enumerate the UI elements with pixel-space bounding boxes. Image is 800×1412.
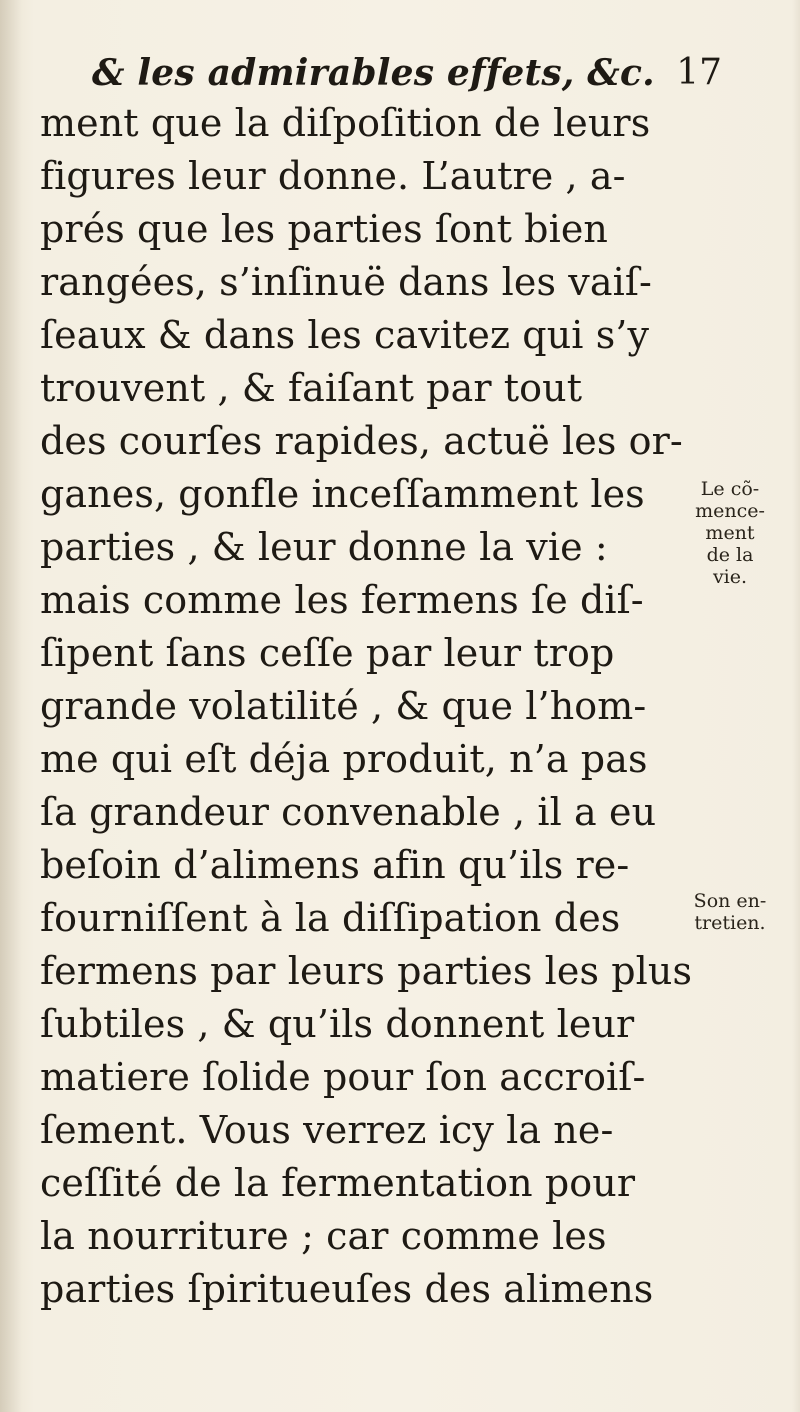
margin-note-line: de la bbox=[706, 544, 754, 566]
gutter-shadow bbox=[0, 0, 22, 1412]
margin-note-life-beginning bbox=[665, 478, 795, 588]
text-line: grande volatilité , & que l’hom- bbox=[40, 684, 647, 728]
text-line: parties ſpiritueuſes des alimens bbox=[40, 1267, 654, 1311]
margin-note-line: ment bbox=[705, 522, 755, 544]
margin-note-line: Le cõ- bbox=[700, 478, 760, 500]
text-line: matiere ſolide pour ſon accroiſ- bbox=[40, 1055, 646, 1099]
page-header bbox=[92, 50, 722, 98]
text-line: la nourriture ; car comme les bbox=[40, 1214, 607, 1258]
margin-note-maintenance bbox=[665, 890, 795, 934]
text-line: ſeaux & dans les cavitez qui s’y bbox=[40, 313, 650, 357]
text-line: me qui eſt déja produit, n’a pas bbox=[40, 737, 648, 781]
margin-note-line: vie. bbox=[712, 566, 748, 588]
text-line: prés que les parties ſont bien bbox=[40, 207, 608, 251]
page-edge bbox=[792, 0, 800, 1412]
body-text bbox=[40, 98, 693, 1338]
running-title: & les admirables effets, &c. bbox=[92, 52, 655, 94]
text-line: ſa grandeur convenable , il a eu bbox=[40, 790, 657, 834]
text-line: ment que la diſpoſition de leurs bbox=[40, 101, 651, 145]
text-line: trouvent , & faiſant par tout bbox=[40, 366, 583, 410]
text-line: des courſes rapides, actuë les or- bbox=[40, 419, 683, 463]
text-line: ganes, gonfle inceſſamment les bbox=[40, 472, 645, 516]
text-line: ceſſité de la fermentation pour bbox=[40, 1161, 636, 1205]
margin-note-line: tretien. bbox=[694, 912, 766, 934]
text-line: ſipent ſans ceſſe par leur trop bbox=[40, 631, 615, 675]
text-line: beſoin d’alimens afin qu’ils re- bbox=[40, 843, 630, 887]
text-line: figures leur donne. L’autre , a- bbox=[40, 154, 626, 198]
text-line: parties , & leur donne la vie : bbox=[40, 525, 608, 569]
text-line: fourniſſent à la diſſipation des bbox=[40, 896, 621, 940]
text-line: mais comme les fermens ſe diſ- bbox=[40, 578, 644, 622]
page-number: 17 bbox=[676, 52, 722, 93]
text-line: fermens par leurs parties les plus bbox=[40, 949, 693, 993]
margin-note-line: mence- bbox=[695, 500, 765, 522]
text-line: ſubtiles , & qu’ils donnent leur bbox=[40, 1002, 635, 1046]
text-line: rangées, s’inſinuë dans les vaiſ- bbox=[40, 260, 652, 304]
text-line: ſement. Vous verrez icy la ne- bbox=[40, 1108, 614, 1152]
margin-note-line: Son en- bbox=[693, 890, 767, 912]
